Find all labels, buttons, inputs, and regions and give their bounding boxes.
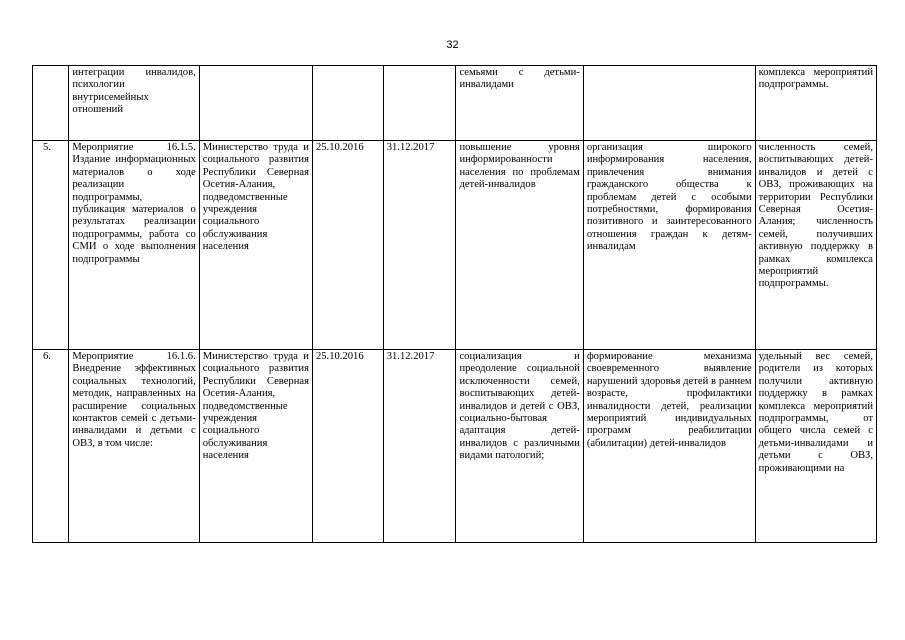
end-date-cell: [383, 66, 456, 141]
end-date-cell: 31.12.2017: [383, 350, 456, 543]
start-date-cell: 25.10.2016: [312, 350, 383, 543]
start-date-cell: [312, 66, 383, 141]
indicator-cell: численность семей, воспитывающих детей-инвалидов и детей с ОВЗ, проживающих на территории Республики Северная Осетия-Алания; численность семей, получивших активную поддержку в рамках комплекса мероприятий подпрограммы.: [755, 141, 876, 350]
page-number: 32: [446, 39, 459, 51]
result-cell: семьями с детьми-инвалидами: [456, 66, 583, 141]
row-number: 5.: [33, 141, 69, 350]
row-number: [33, 66, 69, 141]
event-cell: Мероприятие 16.1.5. Издание информационных материалов о ходе реализации подпрограммы, публикация материалов о результатах реализации подпрограммы, работа со СМИ о ходе выполнения подпрограммы: [69, 141, 199, 350]
executor-cell: [199, 66, 312, 141]
consequence-cell: организация широкого информирования населения, привлечения внимания гражданского общества к проблемам детей с особыми потребностями, формирования позитивного и заинтересованного отношения граждан к детям-инвалидам: [583, 141, 755, 350]
table-row: [33, 141, 877, 350]
result-cell: повышение уровня информированности населения по проблемам детей-инвалидов: [456, 141, 583, 350]
table-row: [33, 350, 877, 543]
indicator-cell: удельный вес семей, родители из которых получили активную поддержку в рамках комплекса мероприятий подпрограммы, от общего числа семей с детьми-инвалидами и детьми с ОВЗ, проживающими на: [755, 350, 876, 543]
event-cell: Мероприятие 16.1.6. Внедрение эффективных социальных технологий, методик, направленных на расширение социальных контактов семей с детьми-инвалидами и детьми с ОВЗ, в том числе:: [69, 350, 199, 543]
table-row: [33, 66, 877, 141]
executor-cell: Министерство труда и социального развития Республики Северная Осетия-Алания, подведомственные учреждения социального обслуживания населения: [199, 141, 312, 350]
result-cell: социализация и преодоление социальной исключенности семей, воспитывающих детей-инвалидов и детей с ОВЗ, социально-бытовая адаптация детей-инвалидов с различными видами патологий;: [456, 350, 583, 543]
event-cell: интеграции инвалидов, психологии внутрисемейных отношений: [69, 66, 199, 141]
start-date-cell: 25.10.2016: [312, 141, 383, 350]
consequence-cell: [583, 66, 755, 141]
program-events-table: [32, 65, 877, 543]
indicator-cell: комплекса мероприятий подпрограммы.: [755, 66, 876, 141]
consequence-cell: формирование механизма своевременного выявление нарушений здоровья детей в раннем возрасте, профилактики инвалидности детей, реализации мероприятий индивидуальных программ реабилитации (абилитации) детей-инвалидов: [583, 350, 755, 543]
end-date-cell: 31.12.2017: [383, 141, 456, 350]
row-number: 6.: [33, 350, 69, 543]
executor-cell: Министерство труда и социального развития Республики Северная Осетия-Алания, подведомственные учреждения социального обслуживания населения: [199, 350, 312, 543]
